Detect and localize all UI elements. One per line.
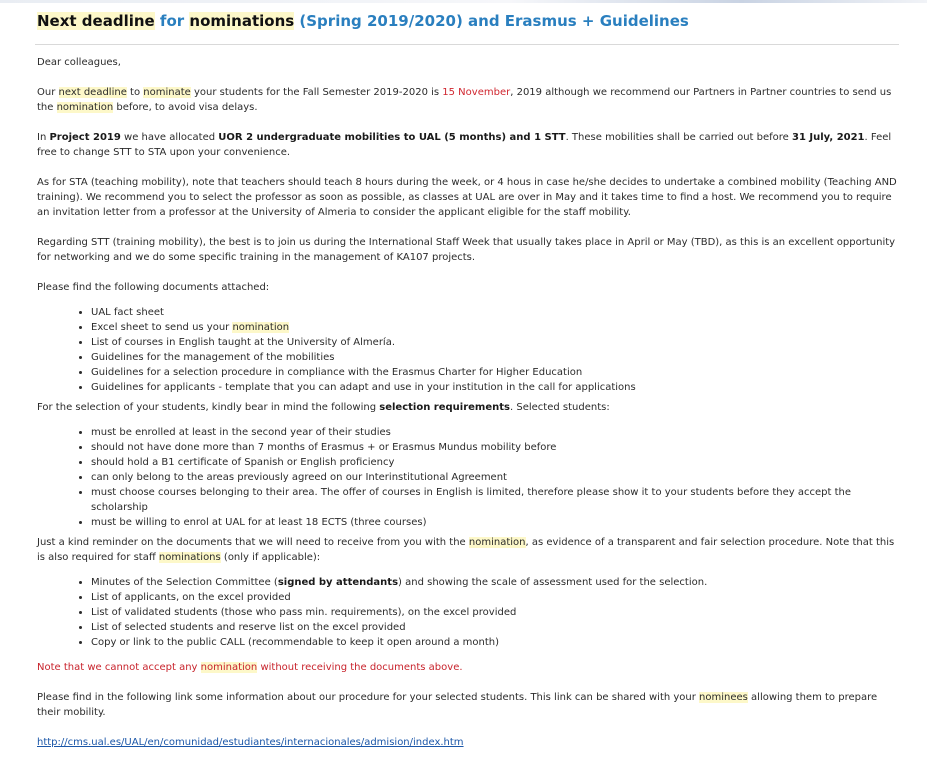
list-item: • must be enrolled at least in the second year of their studies [91, 425, 899, 440]
admission-info-link[interactable]: http://cms.ual.es/UAL/en/comunidad/estudiantes/internacionales/admision/index.htm [37, 737, 464, 748]
title-highlight-nominations: nominations [189, 12, 295, 30]
list-item: • Copy or link to the public CALL (recommendable to keep it open around a month) [91, 635, 899, 650]
required-evidence-list [37, 575, 899, 650]
title-divider [35, 44, 899, 45]
highlight-nomination: nomination [56, 102, 114, 113]
list-item: • Guidelines for a selection procedure in compliance with the Erasmus Charter for Higher Education [91, 365, 899, 380]
list-item: • List of courses in English taught at the University of Almería. [91, 335, 899, 350]
paragraph-selection-intro: For the selection of your students, kindly bear in mind the following selection requirements. Selected students: [37, 402, 610, 413]
link-paragraph [37, 735, 899, 750]
paragraph-project-2019: In Project 2019 we have allocated UOR 2 undergraduate mobilities to UAL (5 months) and 1 STT. These mobilities shall be carried out before 31 July, 2021. Feel free to change STT to STA upon your convenience. [37, 132, 892, 158]
list-item: • Guidelines for applicants - template that you can adapt and use in your institution in the call for applications [91, 380, 899, 395]
highlight-nominate: nominate [143, 87, 191, 98]
list-item: • must be willing to enrol at UAL for at least 18 ECTS (three courses) [91, 515, 899, 530]
mobility-allocation: UOR 2 undergraduate mobilities to UAL (5 months) and 1 STT [218, 132, 566, 143]
title-highlight-next-deadline: Next deadline [37, 12, 155, 30]
email-subject-title [37, 11, 689, 31]
title-text-rest: (Spring 2019/2020) and Erasmus + Guidelines [294, 12, 689, 30]
paragraph-reminder: Just a kind reminder on the documents that we will need to receive from you with the nomination, as evidence of a transparent and fair selection procedure. Note that this is also required for staff nominations (only if applicable): [37, 537, 895, 563]
list-item: • Minutes of the Selection Committee (signed by attendants) and showing the scale of assessment used for the selection. [91, 575, 899, 590]
list-item: • List of validated students (those who pass min. requirements), on the excel provided [91, 605, 899, 620]
paragraph-documents-intro: Please find the following documents attached: [37, 282, 270, 293]
list-item: • must choose courses belonging to their area. The offer of courses in English is limited, therefore please show it to your students before they accept the scholarship [91, 485, 899, 515]
title-text-for: for [154, 12, 190, 30]
list-item: • should hold a B1 certificate of Spanish or English proficiency [91, 455, 899, 470]
list-item: • can only belong to the areas previously agreed on our Interinstitutional Agreement [91, 470, 899, 485]
highlight-nomination: nomination [200, 662, 258, 673]
highlight-nominees: nominees [699, 692, 748, 703]
project-name: Project 2019 [49, 132, 121, 143]
email-body [37, 55, 899, 765]
highlight-nominations: nominations [158, 552, 221, 563]
paragraph-procedure-link: Please find in the following link some information about our procedure for your selected students. This link can be shared with your nominees allowing them to prepare their mobility. [37, 692, 878, 718]
list-item: • Guidelines for the management of the mobilities [91, 350, 899, 365]
list-item: • should not have done more than 7 months of Erasmus + or Erasmus Mundus mobility before [91, 440, 899, 455]
paragraph-deadline: Our next deadline to nominate your students for the Fall Semester 2019-2020 is 15 November, 2019 although we recommend our Partners in Partner countries to send us the nomination before, to avoid visa delays. [37, 87, 892, 113]
list-item: • Excel sheet to send us your nomination [91, 320, 899, 335]
deadline-date: 15 November [442, 87, 511, 98]
highlight-nomination: nomination [232, 322, 290, 333]
highlight-next-deadline: next deadline [58, 87, 127, 98]
signed-by-attendants: signed by attendants [277, 577, 399, 588]
attached-documents-list [37, 305, 899, 395]
list-item: • List of selected students and reserve list on the excel provided [91, 620, 899, 635]
selection-requirements-label: selection requirements [379, 402, 510, 413]
highlight-nomination: nomination [468, 537, 526, 548]
paragraph-sta: As for STA (teaching mobility), note that teachers should teach 8 hours during the week, or 4 hous in case he/she decides to undertake a combined mobility (Teaching AND training). We recommend you to select the professor as soon as possible, as classes at UAL are over in May and it takes time to find a host. We recommend you to require an invitation letter from a professor at the University of Almeria to consider the applicant eligible for the staff mobility. [37, 177, 897, 218]
warning-note: Note that we cannot accept any nomination without receiving the documents above. [37, 662, 463, 673]
list-item: • List of applicants, on the excel provided [91, 590, 899, 605]
window-top-strip [0, 0, 927, 3]
greeting: Dear colleagues, [37, 57, 121, 68]
selection-requirements-list [37, 425, 899, 530]
list-item: • UAL fact sheet [91, 305, 899, 320]
paragraph-stt: Regarding STT (training mobility), the best is to join us during the International Staff Week that usually takes place in April or May (TBD), as this is an excellent opportunity for networking and we do some specific training in the management of KA107 projects. [37, 237, 896, 263]
mobility-end-date: 31 July, 2021 [792, 132, 865, 143]
